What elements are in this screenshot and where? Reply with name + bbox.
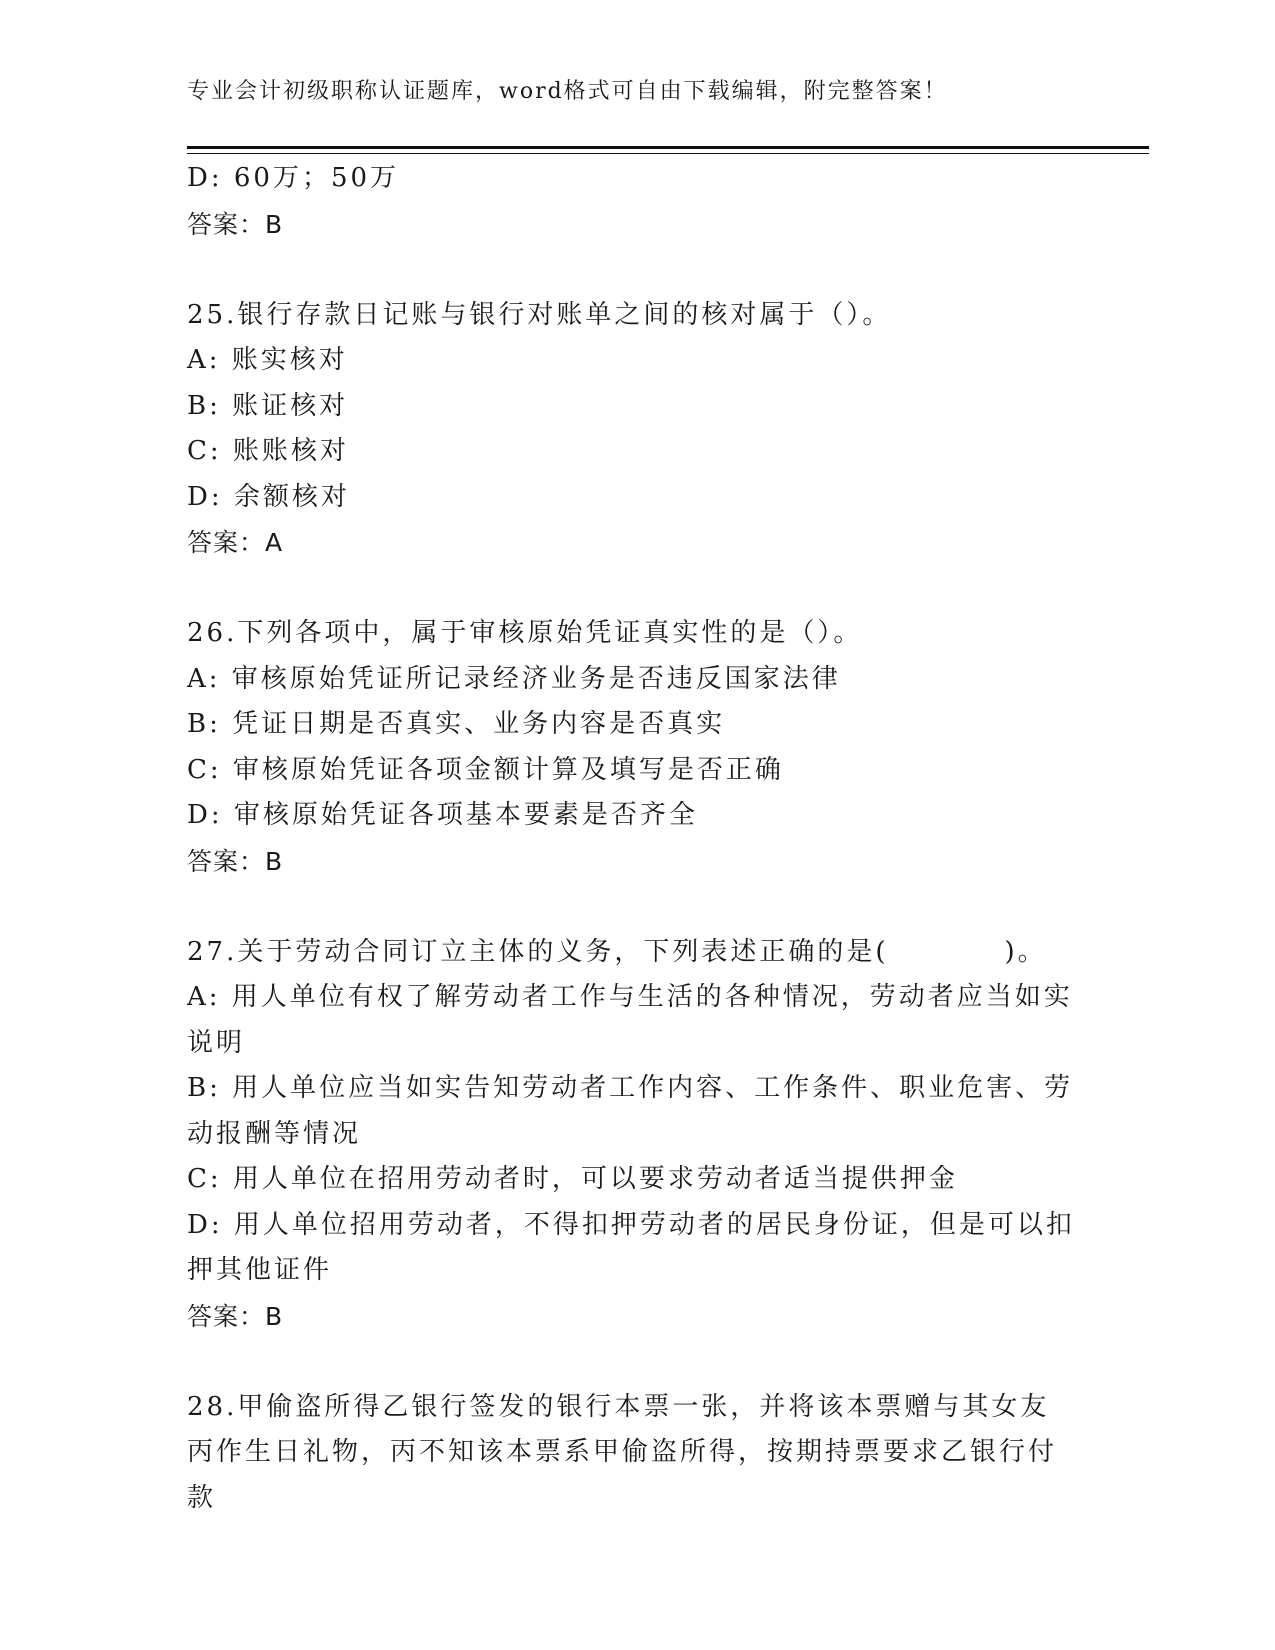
question-25 [187,293,1077,566]
question-stem: 28.甲偷盗所得乙银行签发的银行本票一张，并将该本票赠与其女友丙作生日礼物，丙不知该本票系甲偷盗所得，按期持票要求乙银行付款 [187,1391,1058,1513]
question-stem: 27.关于劳动合同订立主体的义务，下列表述正确的是( )。 [187,936,1047,967]
question-27 [187,930,1077,1340]
answer-text: 答案：B [187,209,284,239]
question-stem: 25.银行存款日记账与银行对账单之间的核对属于（）。 [187,299,892,330]
option-text: A: 审核原始凭证所记录经济业务是否违反国家法律 [187,663,841,694]
spacer [187,566,1077,612]
spacer [187,247,1077,293]
option-text: C: 用人单位在招用劳动者时，可以要求劳动者适当提供押金 [187,1164,958,1194]
option-text: D: 60万；50万 [187,163,400,193]
option-text: A: 账实核对 [187,345,348,375]
option-text: D: 用人单位招用劳动者，不得扣押劳动者的居民身份证，但是可以扣押其他证件 [187,1209,1075,1285]
spacer [187,1339,1077,1385]
option-text: B: 账证核对 [187,390,349,421]
header-rule-thin [187,153,1149,154]
option-text: A: 用人单位有权了解劳动者工作与生活的各种情况，劳动者应当如实说明 [187,982,1073,1058]
answer-text: 答案：B [187,1301,284,1331]
page-header: 专业会计初级职称认证题库，word格式可自由下载编辑，附完整答案！ [187,79,948,104]
option-text: D: 余额核对 [187,481,350,512]
answer-text: 答案：B [187,846,284,876]
spacer [187,884,1077,930]
question-28 [187,1385,1077,1522]
option-text: C: 账账核对 [187,436,349,466]
question-stem: 26.下列各项中，属于审核原始凭证真实性的是（）。 [187,618,863,648]
option-text: D: 审核原始凭证各项基本要素是否齐全 [187,800,698,830]
header-rule-thick [187,146,1149,149]
document-body [187,156,1077,1521]
option-text: B: 用人单位应当如实告知劳动者工作内容、工作条件、职业危害、劳动报酬等情况 [187,1073,1074,1149]
option-text: B: 凭证日期是否真实、业务内容是否真实 [187,709,726,739]
question-26 [187,611,1077,884]
answer-text: 答案：A [187,528,284,557]
option-text: C: 审核原始凭证各项金额计算及填写是否正确 [187,754,784,785]
